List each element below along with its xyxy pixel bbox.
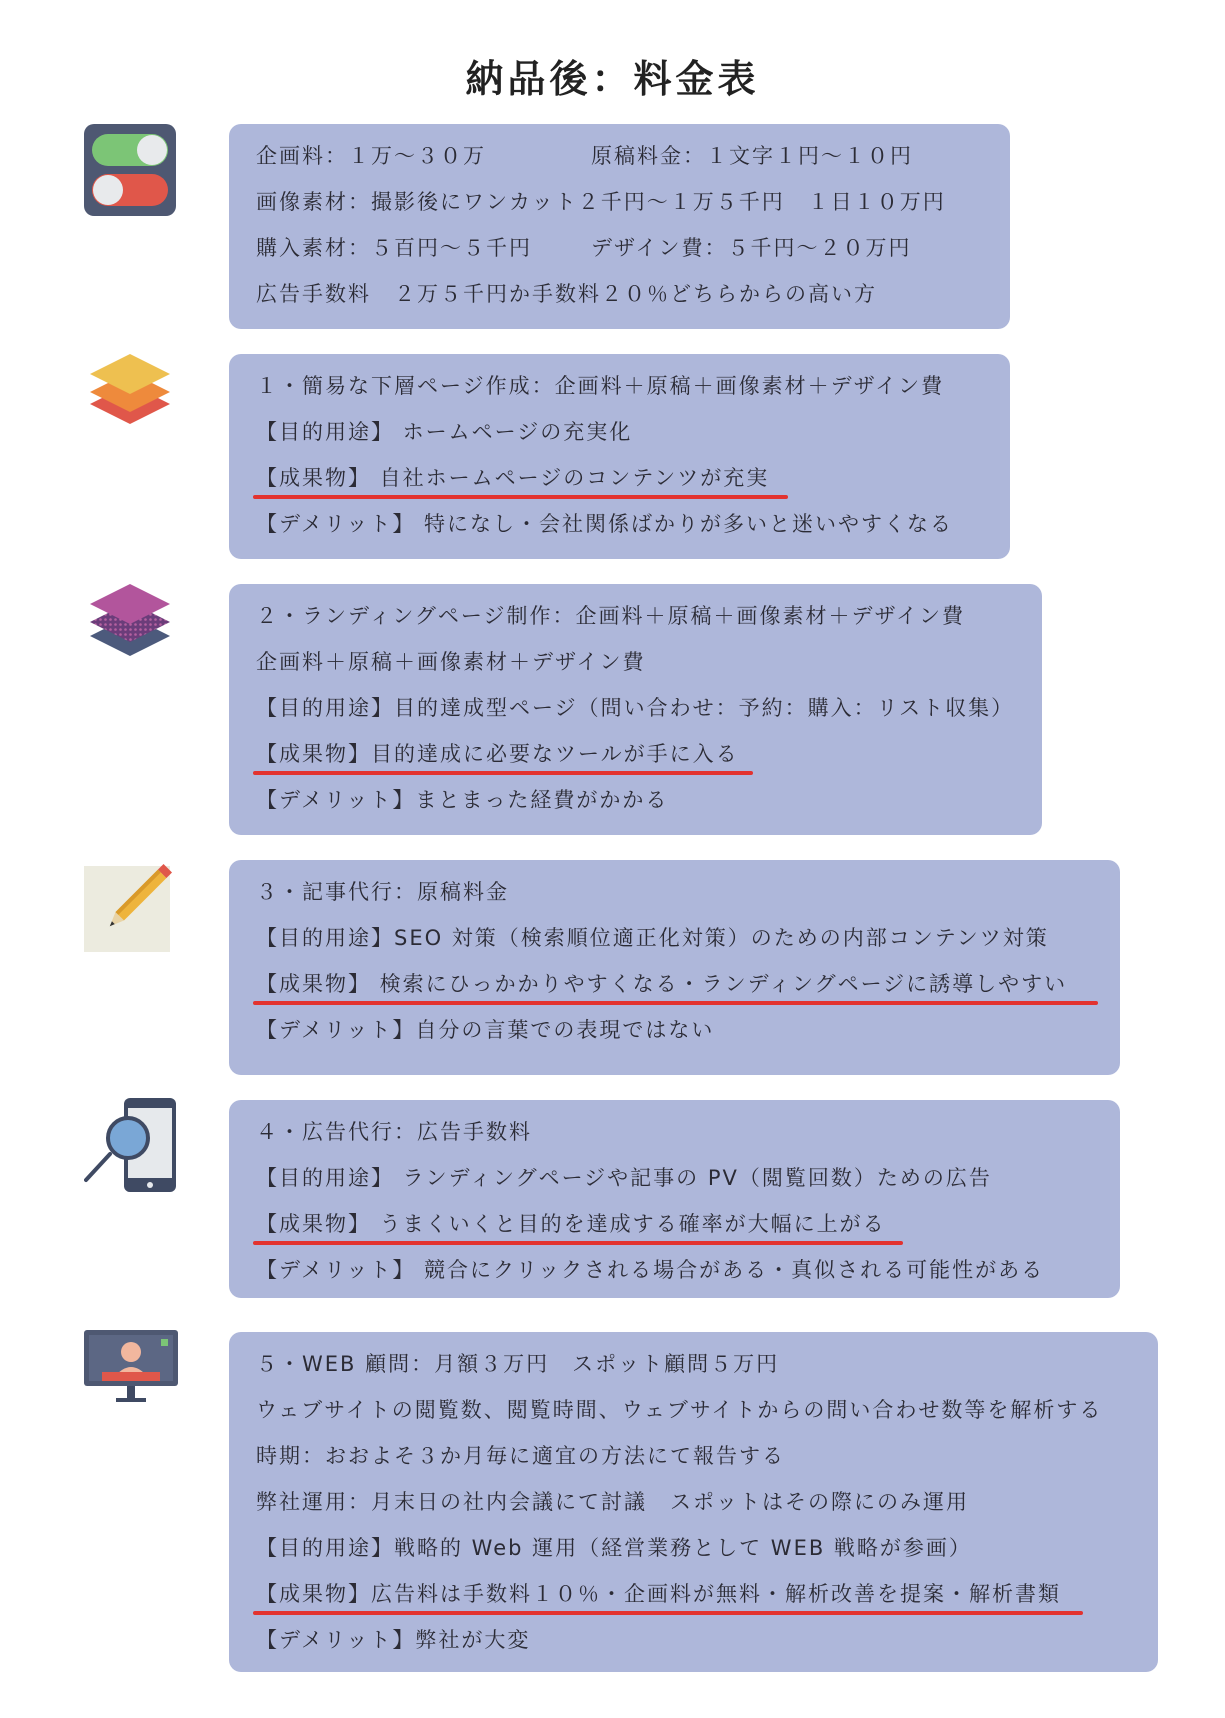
service-card-4 (229, 1100, 1120, 1298)
period-line: 時期：おおよそ３か月毎に適宜の方法にて報告する (256, 1444, 785, 1468)
purpose-line: 【目的用途】 ホームページの充実化 (256, 420, 633, 444)
red-underline (253, 1241, 903, 1245)
purpose-line: 【目的用途】SEO 対策（検索順位適正化対策）のための内部コンテンツ対策 (256, 926, 1049, 950)
deliverable-line (256, 1571, 1158, 1617)
demerit-line: 【デメリット】 競合にクリックされる場合がある・真似される可能性がある (256, 1258, 1045, 1282)
service-card-5 (229, 1332, 1158, 1672)
operation-line: 弊社運用：月末日の社内会議にて討議 スポットはその際にのみ運用 (256, 1490, 969, 1514)
deliverable-text: 【成果物】 うまくいくと目的を達成する確率が大幅に上がる (256, 1212, 886, 1236)
purpose-line: 【目的用途】目的達成型ページ（問い合わせ：予約：購入：リスト収集） (256, 696, 1015, 720)
service-card-1 (229, 354, 1010, 559)
deliverable-line (256, 1201, 1120, 1247)
pricing-card (229, 124, 1010, 329)
purchased-material-fee: 購入素材：５百円～５千円 (256, 236, 532, 260)
magnifier-phone-icon (84, 1098, 178, 1198)
deliverable-line (256, 731, 1042, 777)
service-title: １・簡易な下層ページ作成：企画料＋原稿＋画像素材＋デザイン費 (256, 374, 945, 398)
ad-commission-fee: 広告手数料 ２万５千円か手数料２０％どちらからの高い方 (256, 282, 877, 306)
service-title: ３・記事代行：原稿料金 (256, 880, 509, 904)
design-fee: デザイン費：５千円～２０万円 (591, 236, 912, 260)
price-line (256, 133, 1010, 179)
price-line (256, 225, 1010, 271)
red-underline (253, 771, 753, 775)
service-card-2 (229, 584, 1042, 835)
layers-stack-icon (88, 582, 172, 670)
service-subtitle: 企画料＋原稿＋画像素材＋デザイン費 (256, 650, 646, 674)
pencil-icon (84, 858, 178, 956)
purpose-line: 【目的用途】戦略的 Web 運用（経営業務として WEB 戦略が参画） (256, 1536, 972, 1560)
demerit-line: 【デメリット】 特になし・会社関係ばかりが多いと迷いやすくなる (256, 512, 953, 536)
deliverable-line (256, 455, 1010, 501)
demerit-line: 【デメリット】弊社が大変 (256, 1628, 531, 1652)
service-card-3 (229, 860, 1120, 1075)
demerit-line: 【デメリット】まとまった経費がかかる (256, 788, 669, 812)
deliverable-text: 【成果物】 検索にひっかかりやすくなる・ランディングページに誘導しやすい (256, 972, 1068, 996)
service-title: ２・ランディングページ制作：企画料＋原稿＋画像素材＋デザイン費 (256, 604, 966, 628)
demerit-line: 【デメリット】自分の言葉での表現ではない (256, 1018, 715, 1042)
manuscript-fee: 原稿料金：１文字１円～１０円 (591, 144, 913, 168)
price-line (256, 179, 1010, 225)
red-underline (253, 1001, 1098, 1005)
deliverable-text: 【成果物】広告料は手数料１０％・企画料が無料・解析改善を提案・解析書類 (256, 1582, 1061, 1606)
toggle-switch-icon (84, 124, 176, 220)
deliverable-line (256, 961, 1120, 1007)
image-material-fee: 画像素材：撮影後にワンカット２千円～１万５千円 １日１０万円 (256, 190, 946, 214)
red-underline (253, 1611, 1083, 1615)
planning-fee: 企画料：１万～３０万 (256, 144, 486, 168)
monitor-presenter-icon (84, 1330, 178, 1410)
description-line: ウェブサイトの閲覧数、閲覧時間、ウェブサイトからの問い合わせ数等を解析する (256, 1398, 1103, 1422)
purpose-line: 【目的用途】 ランディングページや記事の PV（閲覧回数）ための広告 (256, 1166, 992, 1190)
deliverable-text: 【成果物】 自社ホームページのコンテンツが充実 (256, 466, 770, 490)
layers-icon (88, 352, 172, 440)
page-title: 納品後：料金表 (465, 57, 760, 101)
service-title: ５・WEB 顧問：月額３万円 スポット顧問５万円 (256, 1352, 780, 1376)
service-title: ４・広告代行：広告手数料 (256, 1120, 532, 1144)
red-underline (253, 495, 788, 499)
deliverable-text: 【成果物】目的達成に必要なツールが手に入る (256, 742, 739, 766)
price-line (256, 271, 1010, 317)
